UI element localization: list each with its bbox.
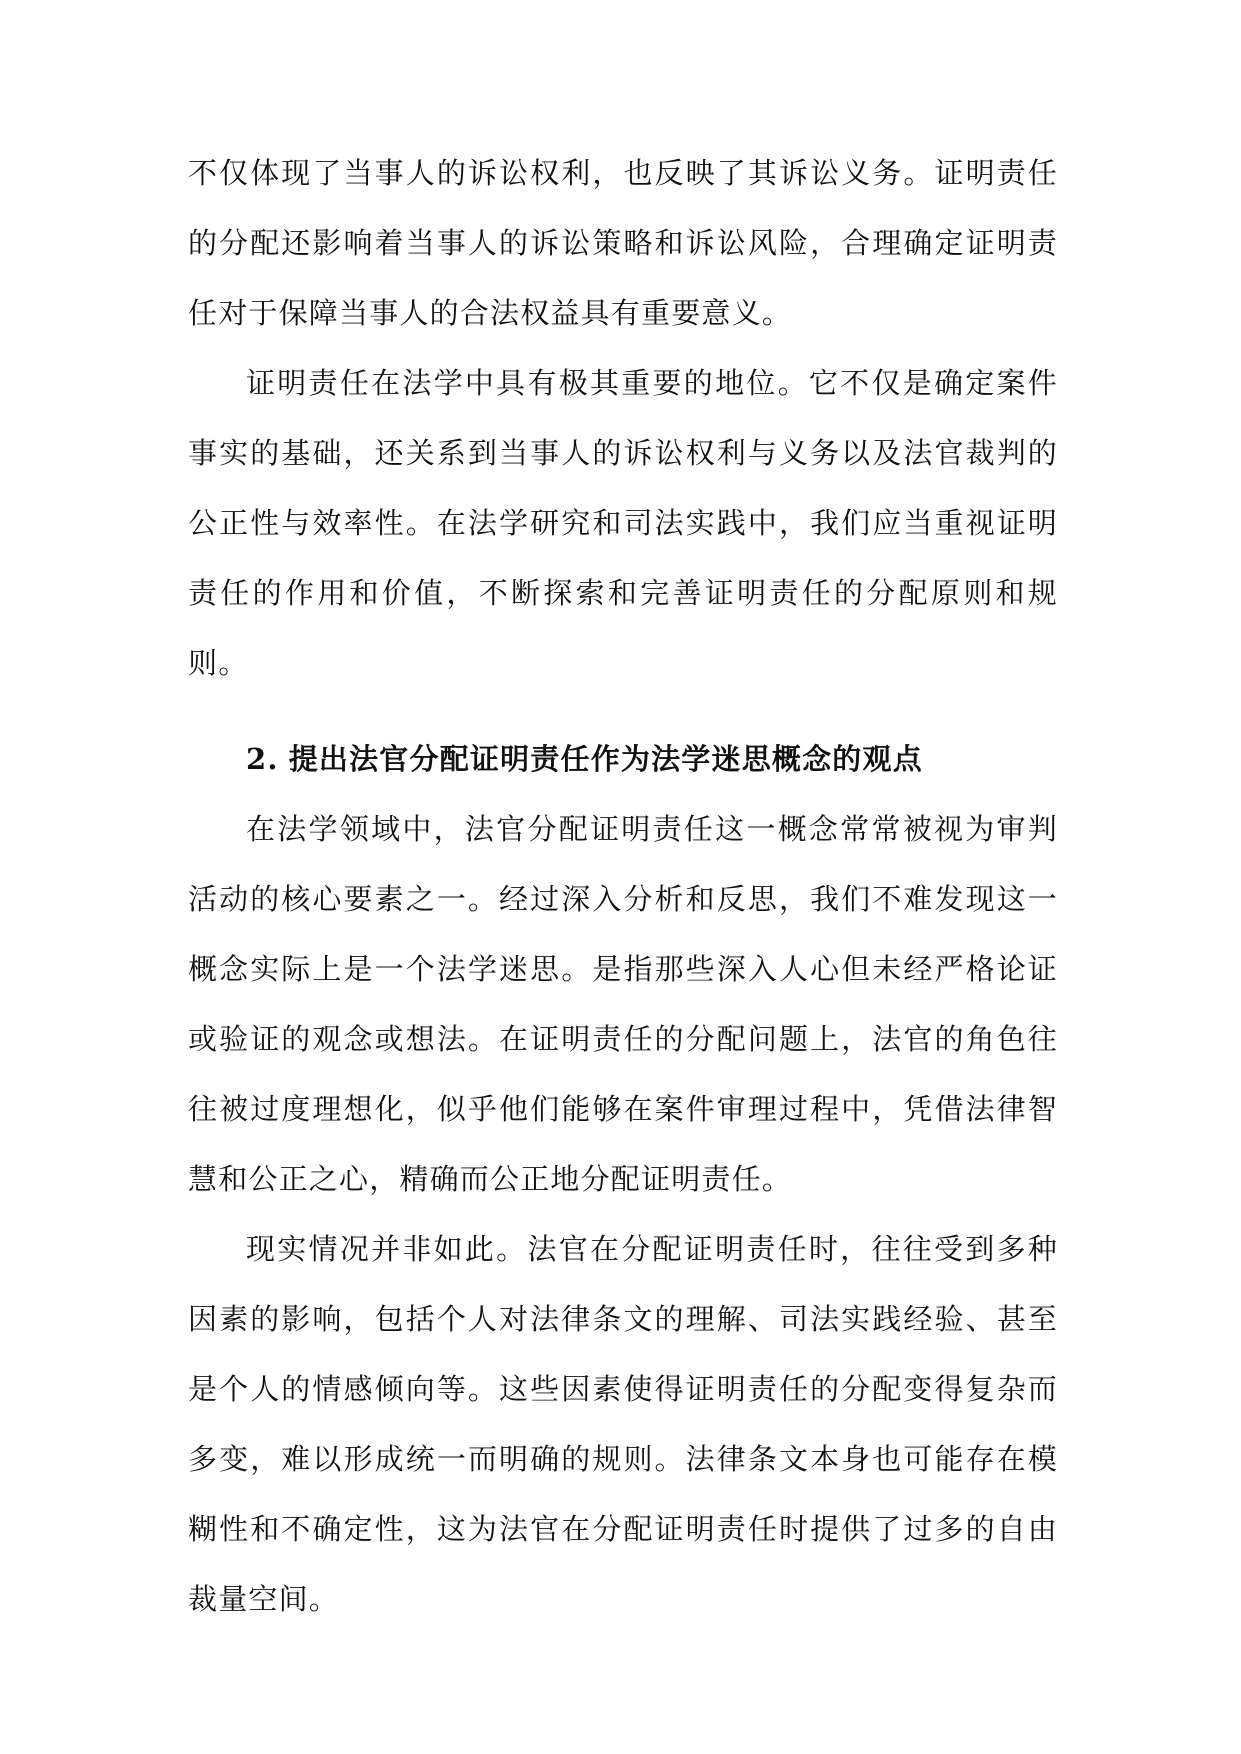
section-heading [188,724,1058,794]
paragraph-continuation: 不仅体现了当事人的诉讼权利，也反映了其诉讼义务。证明责任的分配还影响着当事人的诉讼策略和诉讼风险，合理确定证明责任对于保障当事人的合法权益具有重要意义。 [188,156,1058,330]
section-number: 2. [246,742,279,776]
paragraph-myth-concept: 在法学领域中，法官分配证明责任这一概念常常被视为审判活动的核心要素之一。经过深入分析和反思，我们不难发现这一概念实际上是一个法学迷思。是指那些深入人心但未经严格论证或验证的观念或想法。在证明责任的分配问题上，法官的角色往往被过度理想化，似乎他们能够在案件审理过程中，凭借法律智慧和公正之心，精确而公正地分配证明责任。 [188,812,1058,1196]
document-body [188,138,1058,1634]
section-title: 提出法官分配证明责任作为法学迷思概念的观点 [288,742,923,776]
paragraph-reality: 现实情况并非如此。法官在分配证明责任时，往往受到多种因素的影响，包括个人对法律条文的理解、司法实践经验、甚至是个人的情感倾向等。这些因素使得证明责任的分配变得复杂而多变，难以形成统一而明确的规则。法律条文本身也可能存在模糊性和不确定性，这为法官在分配证明责任时提供了过多的自由裁量空间。 [188,1232,1058,1616]
paragraph-importance: 证明责任在法学中具有极其重要的地位。它不仅是确定案件事实的基础，还关系到当事人的诉讼权利与义务以及法官裁判的公正性与效率性。在法学研究和司法实践中，我们应当重视证明责任的作用和价值，不断探索和完善证明责任的分配原则和规则。 [188,366,1058,680]
